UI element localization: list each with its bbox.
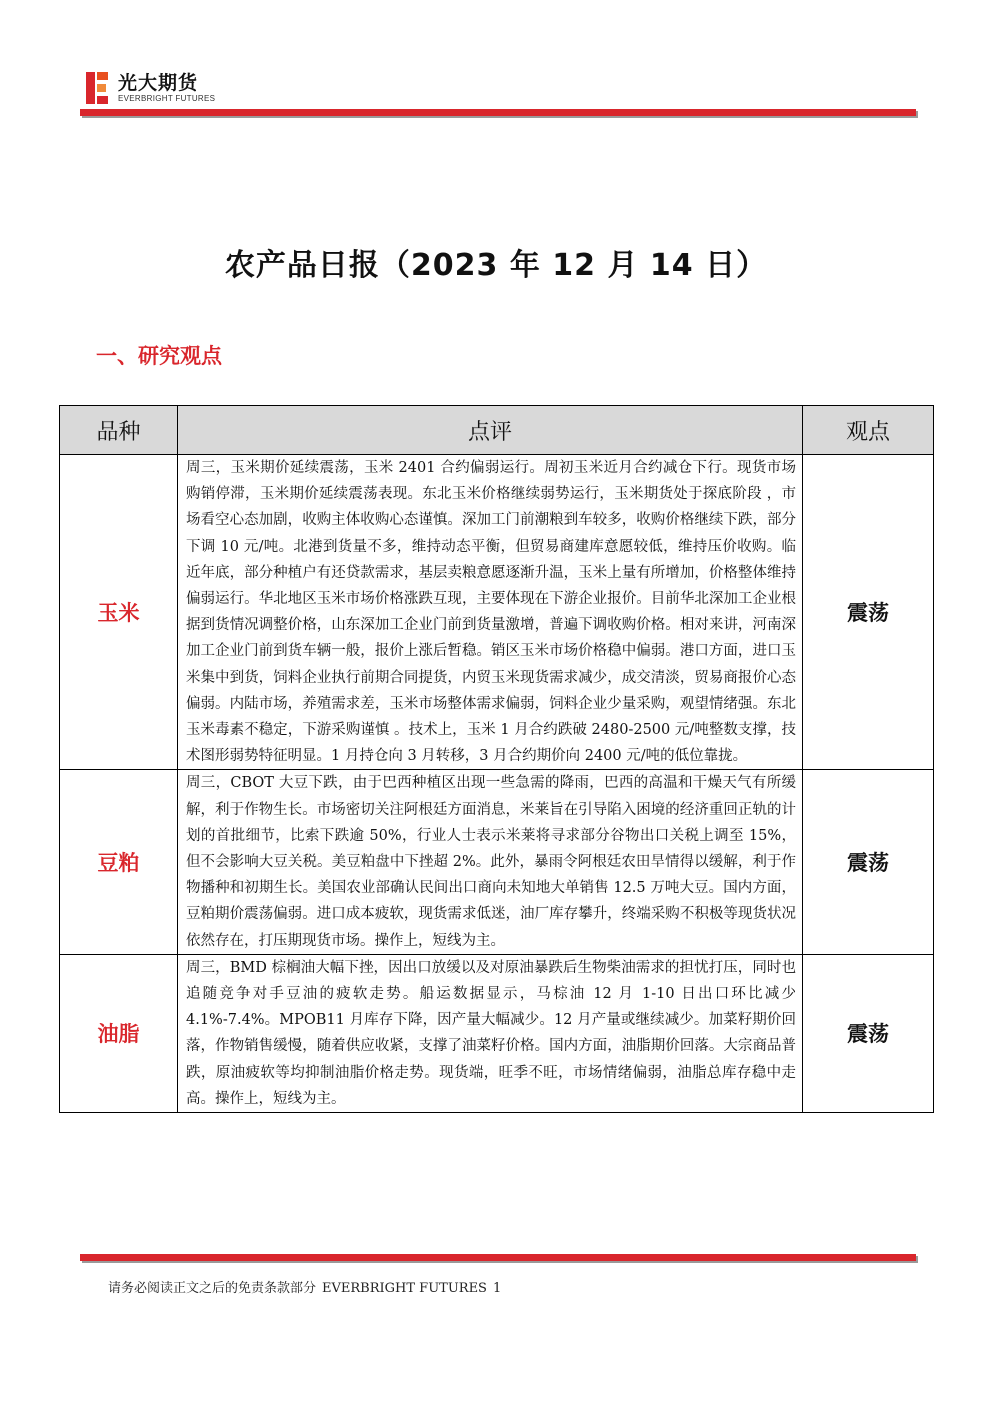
footer-brand: EVERBRIGHT FUTURES (322, 1281, 487, 1296)
logo-english-name: EVERBRIGHT FUTURES (118, 94, 216, 103)
page-number: 1 (492, 1281, 502, 1296)
table-row (60, 770, 934, 954)
company-logo (84, 72, 215, 106)
research-table (59, 405, 934, 1113)
page-footer (108, 1277, 507, 1296)
footer-rule (80, 1254, 916, 1261)
logo-chinese-name: 光大期货 (118, 72, 199, 94)
table-row (60, 455, 934, 770)
header-view: 观点 (803, 406, 934, 455)
row-category: 油脂 (60, 954, 178, 1112)
row-category: 豆粕 (60, 770, 178, 954)
section-heading: 一、研究观点 (96, 344, 222, 368)
header-comment: 点评 (178, 406, 803, 455)
row-view: 震荡 (803, 455, 934, 770)
header-rule (80, 109, 916, 116)
footer-disclaimer: 请务必阅读正文之后的免责条款部分 (108, 1281, 317, 1296)
row-comment: 周三，玉米期价延续震荡，玉米 2401 合约偏弱运行。周初玉米近月合约减仓下行。现货市场购销停滞，玉米期价延续震荡表现。东北玉米价格继续弱势运行，玉米期货处于探底阶段 ，市场看空心态加剧，收购主体收购心态谨慎。深加工门前潮粮到车较多，收购价格继续下跌，部分下调 10 元/吨。北港到货量不多，维持动态平衡，但贸易商建库意愿较低，维持压价收购。临近年底，部分种植户有还贷款需求，基层卖粮意愿逐渐升温，玉米上量有所增加，价格整体维持偏弱运行。华北地区玉米市场价格涨跌互现，主要体现在下游企业报价。目前华北深加工企业根据到货情况调整价格，山东深加工企业门前到货量激增，普遍下调收购价格。相对来讲，河南深加工企业门前到货车辆一般，报价上涨后暂稳。销区玉米市场价格稳中偏弱。港口方面，进口玉米集中到货，饲料企业执行前期合同提货，内贸玉米现货需求减少，成交清淡，贸易商报价心态偏弱。内陆市场，养殖需求差，玉米市场整体需求偏弱，饲料企业少量采购，观望情绪强。东北玉米毒素不稳定，下游采购谨慎 。技术上，玉米 1 月合约跌破 2480-2500 元/吨整数支撑，技术图形弱势特征明显。1 月持仓向 3 月转移，3 月合约期价向 2400 元/吨的低位靠拢。 (178, 455, 803, 770)
header-category: 品种 (60, 406, 178, 455)
table-row (60, 954, 934, 1112)
row-category: 玉米 (60, 455, 178, 770)
row-view: 震荡 (803, 770, 934, 954)
row-view: 震荡 (803, 954, 934, 1112)
page-title: 农产品日报（2023 年 12 月 14 日） (224, 248, 768, 283)
table-header-row (60, 406, 934, 455)
row-comment: 周三，BMD 棕榈油大幅下挫，因出口放缓以及对原油暴跌后生物柴油需求的担忧打压，同时也追随竞争对手豆油的疲软走势。船运数据显示，马棕油 12 月 1-10 日出口环比减少 4.1%-7.4%。MPOB11 月库存下降，因产量大幅减少。12 月产量或继续减少。加菜籽期价回落，作物销售缓慢，随着供应收紧，支撑了油菜籽价格。国内方面，油脂期价回落。大宗商品普跌，原油疲软等均抑制油脂价格走势。现货端，旺季不旺，市场情绪偏弱，油脂总库存稳中走高。操作上，短线为主。 (178, 954, 803, 1112)
row-comment: 周三，CBOT 大豆下跌，由于巴西种植区出现一些急需的降雨，巴西的高温和干燥天气有所缓解，利于作物生长。市场密切关注阿根廷方面消息，米莱旨在引导陷入困境的经济重回正轨的计划的首批细节，比索下跌逾 50%，行业人士表示米莱将寻求部分谷物出口关税上调至 15%，但不会影响大豆关税。美豆粕盘中下挫超 2%。此外，暴雨令阿根廷农田旱情得以缓解，利于作物播种和初期生长。美国农业部确认民间出口商向未知地大单销售 12.5 万吨大豆。国内方面，豆粕期价震荡偏弱。进口成本疲软，现货需求低迷，油厂库存攀升，终端采购不积极等现货状况依然存在，打压期现货市场。操作上，短线为主。 (178, 770, 803, 954)
logo-mark-icon (84, 72, 110, 104)
